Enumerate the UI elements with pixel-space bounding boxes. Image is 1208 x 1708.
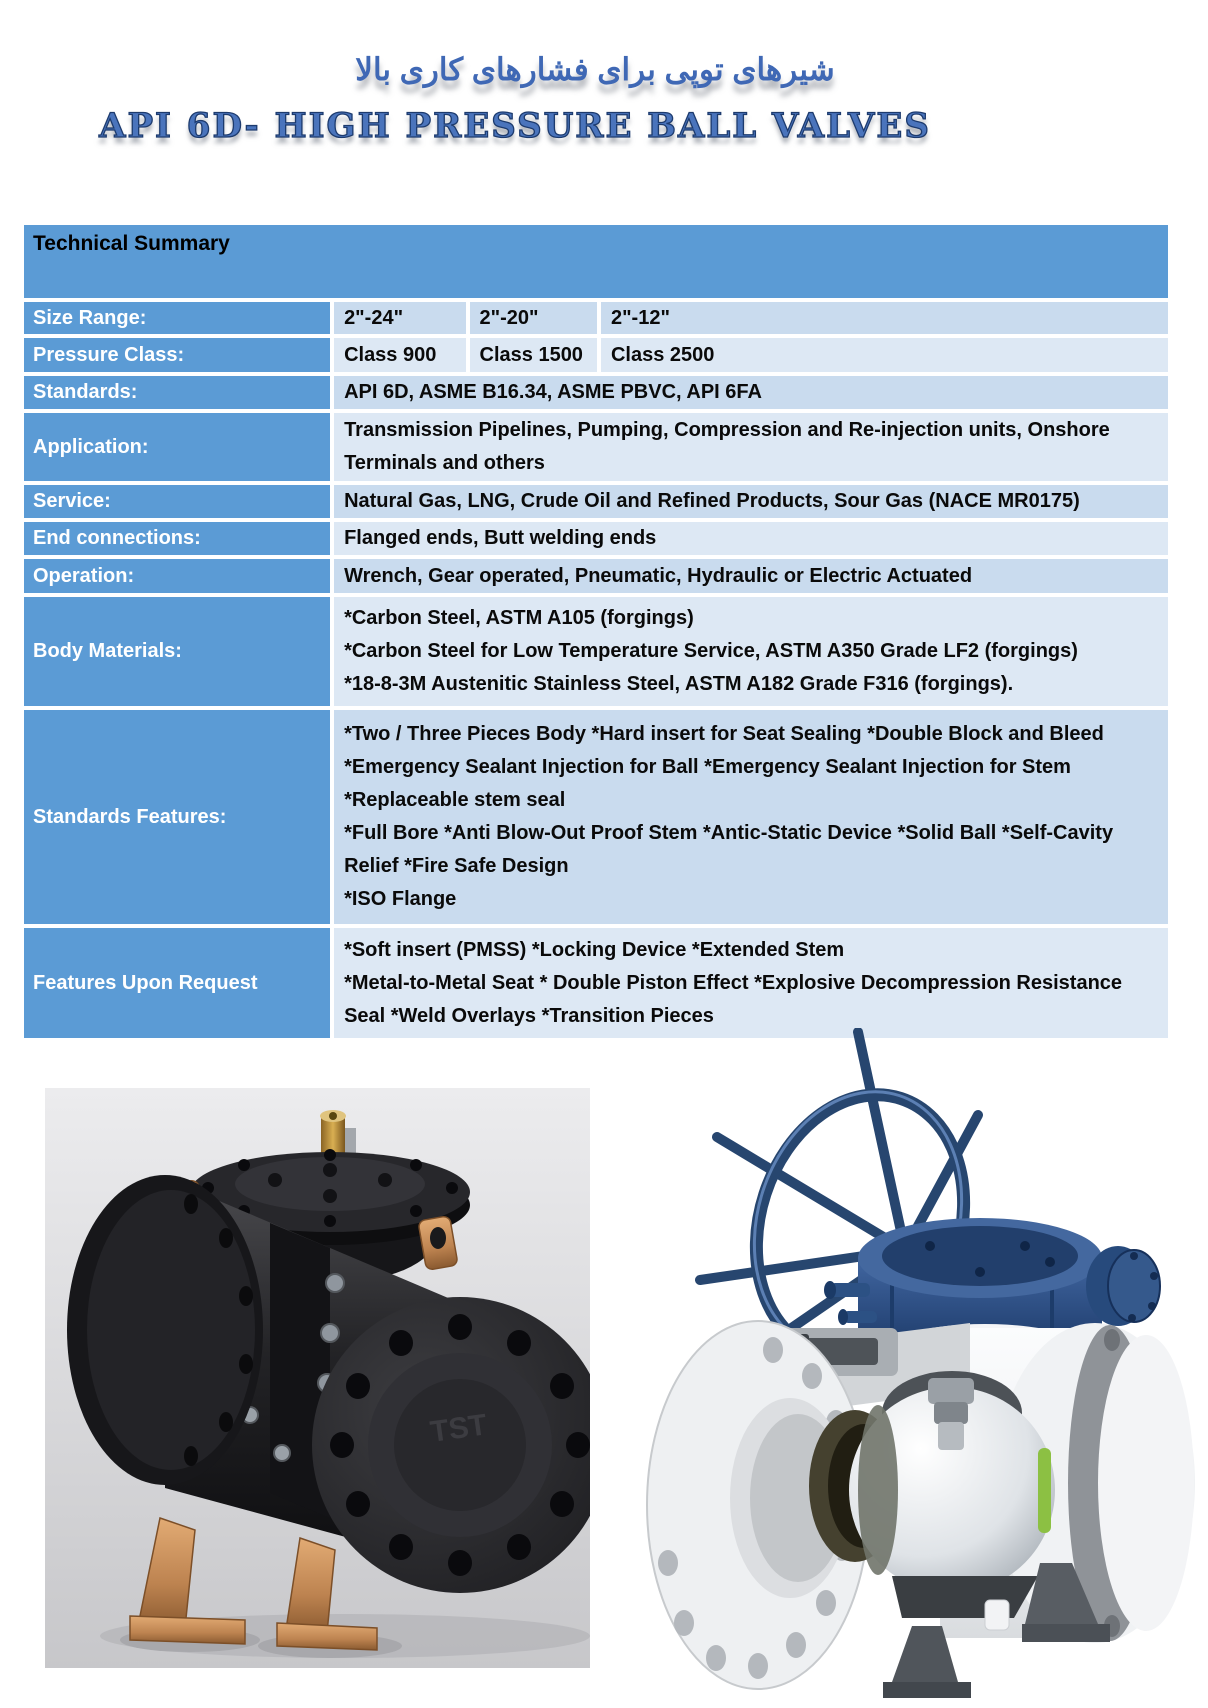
cell-line: *Carbon Steel, ASTM A105 (forgings) [344, 607, 694, 629]
technical-summary-table [20, 221, 1172, 1042]
row-label: Size Range: [24, 302, 330, 334]
table-header-row [24, 225, 1168, 298]
seat-ring-green [1038, 1448, 1051, 1533]
table-title: Technical Summary [24, 225, 1168, 298]
cell-line: *Carbon Steel for Low Temperature Service, ASTM A350 Grade LF2 (forgings) [344, 640, 1078, 662]
cell-value: Wrench, Gear operated, Pneumatic, Hydraulic or Electric Actuated [334, 559, 1168, 593]
cell-value: API 6D, ASME B16.34, ASME PBVC, API 6FA [334, 376, 1168, 409]
table-row [24, 413, 1168, 481]
cell-value: Class 2500 [601, 338, 1168, 372]
cell-value: Natural Gas, LNG, Crude Oil and Refined Products, Sour Gas (NACE MR0175) [334, 485, 1168, 518]
cell-value: Flanged ends, Butt welding ends [334, 522, 1168, 555]
table-row [24, 302, 1168, 334]
black-valve-figure [45, 1088, 590, 1668]
row-label: Operation: [24, 559, 330, 593]
table-row [24, 710, 1168, 924]
cutaway-valve-figure [640, 1028, 1200, 1700]
cell-line: *ISO Flange [344, 888, 457, 910]
drain-fitting [985, 1600, 1009, 1630]
flange-embossed-mark: TST [428, 1408, 490, 1449]
cell-line: *18-8-3M Austenitic Stainless Steel, ASTM A182 Grade F316 (forgings). [344, 673, 1014, 695]
gearbox-pin [843, 1311, 877, 1323]
row-label: Service: [24, 485, 330, 518]
cell-line: *Metal-to-Metal Seat * Double Piston Effect *Explosive Decompression Resistance Seal *Weld Overlays *Transition Pieces [344, 971, 1123, 1027]
cell-value [334, 710, 1168, 924]
black-valve-image [45, 1088, 590, 1668]
row-label: Application: [24, 413, 330, 481]
cutaway-valve-image [640, 1028, 1200, 1700]
cell-value [334, 928, 1168, 1038]
table-row [24, 338, 1168, 372]
english-title: API 6D- HIGH PRESSURE BALL VALVES [99, 106, 931, 146]
cell-value: Class 900 [334, 338, 465, 372]
table-row [24, 597, 1168, 706]
cell-line: *Two / Three Pieces Body *Hard insert for Seat Sealing *Double Block and Bleed *Emergency Sealant Injection for Ball *Emergency Sealant Injection for Stem *Replaceable stem seal [344, 723, 1104, 811]
table-row [24, 485, 1168, 518]
cell-line: *Soft insert (PMSS) *Locking Device *Extended Stem [344, 938, 845, 961]
cell-value: 2"-12" [601, 302, 1168, 334]
row-label: Body Materials: [24, 597, 330, 706]
row-label: End connections: [24, 522, 330, 555]
table-row [24, 522, 1168, 555]
row-label: Standards Features: [24, 710, 330, 924]
table-row [24, 559, 1168, 593]
table-row [24, 376, 1168, 409]
row-label: Standards: [24, 376, 330, 409]
row-label: Pressure Class: [24, 338, 330, 372]
cell-value: Transmission Pipelines, Pumping, Compression and Re-injection units, Onshore Terminals and others [334, 413, 1168, 481]
cell-value: 2"-24" [334, 302, 465, 334]
cell-line: *Full Bore *Anti Blow-Out Proof Stem *Antic-Static Device *Solid Ball *Self-Cavity Relief *Fire Safe Design [344, 822, 1114, 877]
row-label: Features Upon Request [24, 928, 330, 1038]
right-end-cap [1098, 1335, 1194, 1631]
cell-value [334, 597, 1168, 706]
persian-title: شیرهای توپی برای فشارهای کاری بالا [355, 52, 835, 87]
cell-value: Class 1500 [470, 338, 597, 372]
lower-cutaway [892, 1576, 1038, 1618]
left-flange [67, 1175, 263, 1485]
cell-value: 2"-20" [470, 302, 597, 334]
table-row [24, 928, 1168, 1038]
